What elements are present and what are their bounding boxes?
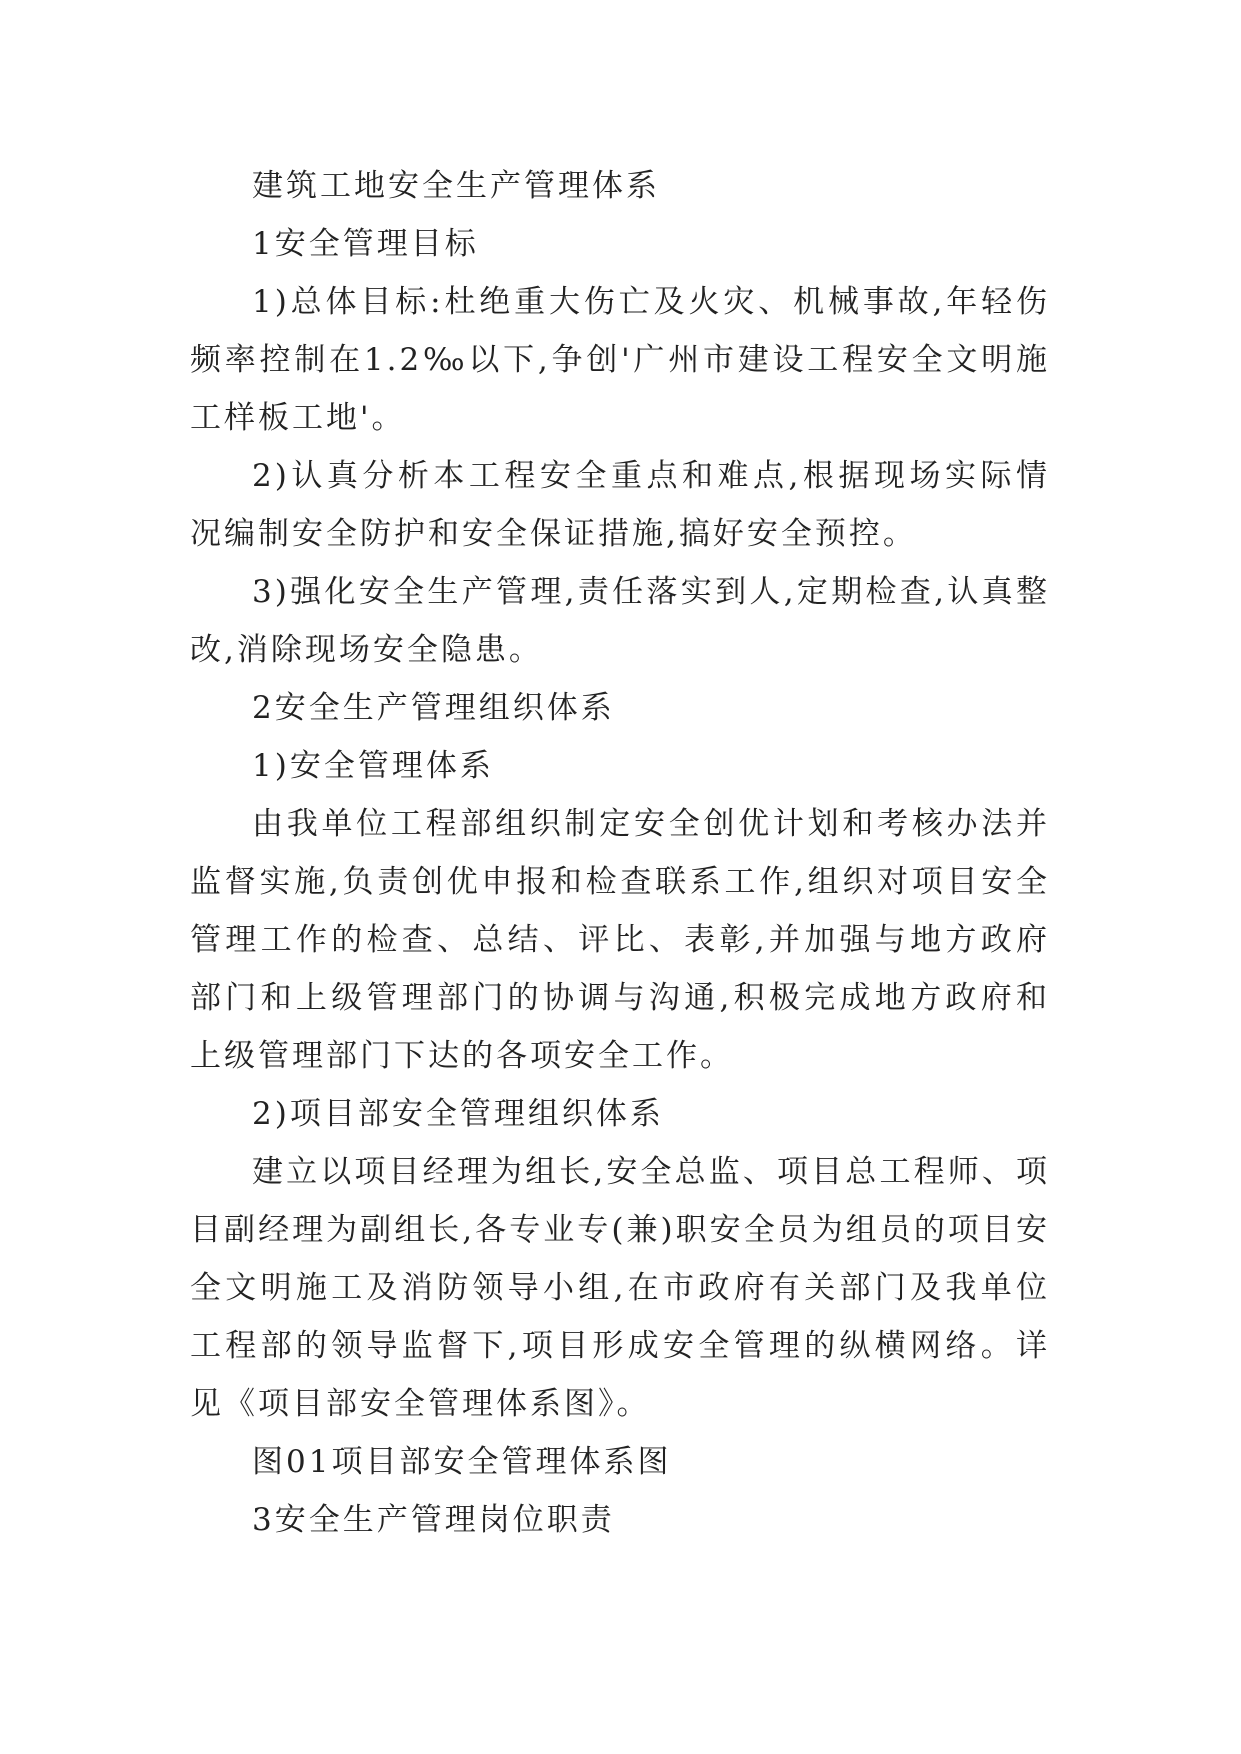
document-body — [190, 157, 1050, 1549]
subsection-heading: 2)项目部安全管理组织体系 — [252, 1096, 664, 1132]
document-title: 建筑工地安全生产管理体系 — [252, 168, 660, 204]
paragraph: 由我单位工程部组织制定安全创优计划和考核办法并监督实施,负责创优申报和检查联系工作,组织对项目安全管理工作的检查、总结、评比、表彰,并加强与地方政府部门和上级管理部门的协调与沟通,积极完成地方政府和上级管理部门下达的各项安全工作。 — [190, 806, 1050, 1074]
paragraph: 建立以项目经理为组长,安全总监、项目总工程师、项目副经理为副组长,各专业专(兼)职安全员为组员的项目安全文明施工及消防领导小组,在市政府有关部门及我单位工程部的领导监督下,项目形成安全管理的纵横网络。详见《项目部安全管理体系图》。 — [190, 1154, 1050, 1422]
paragraph: 3)强化安全生产管理,责任落实到人,定期检查,认真整改,消除现场安全隐患。 — [190, 574, 1050, 668]
section-heading: 2安全生产管理组织体系 — [252, 690, 615, 726]
section-heading: 1安全管理目标 — [252, 226, 479, 262]
figure-caption: 图01项目部安全管理体系图 — [252, 1444, 672, 1480]
paragraph: 2)认真分析本工程安全重点和难点,根据现场实际情况编制安全防护和安全保证措施,搞好安全预控。 — [190, 458, 1050, 552]
section-heading: 3安全生产管理岗位职责 — [252, 1502, 615, 1538]
subsection-heading: 1)安全管理体系 — [252, 748, 494, 784]
paragraph: 1)总体目标:杜绝重大伤亡及火灾、机械事故,年轻伤频率控制在1.2‰以下,争创'广州市建设工程安全文明施工样板工地'。 — [190, 284, 1050, 436]
